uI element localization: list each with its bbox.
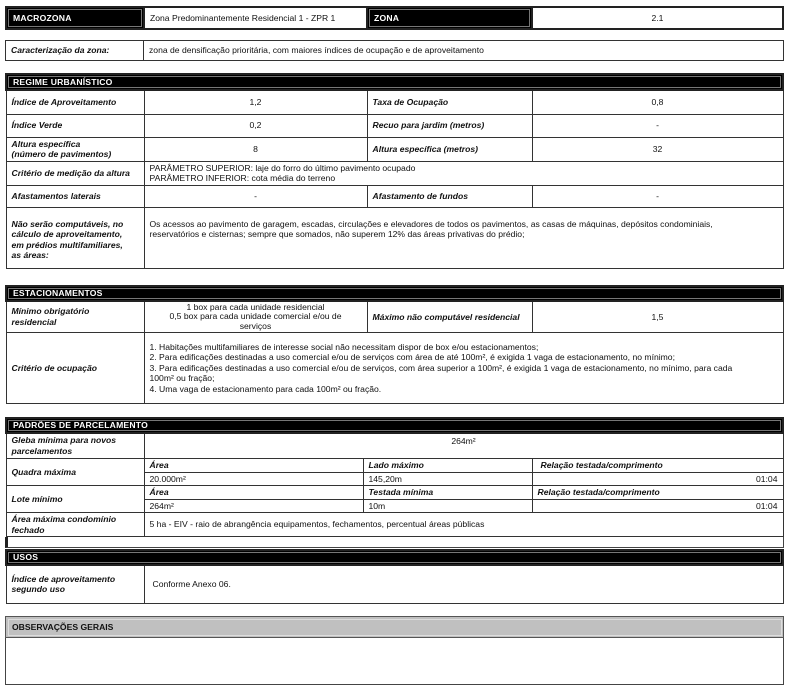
afastamento-fundos-label: Afastamento de fundos: [367, 185, 532, 207]
quadra-lado-label: Lado máximo: [363, 459, 532, 473]
indice-uso-label: [6, 565, 144, 603]
macrozona-label: MACROZONA: [6, 7, 144, 29]
quadra-area-label: Área: [144, 459, 363, 473]
criterio-ocupacao-item: 4. Uma vaga de estacionamento para cada 100m² ou fração.: [149, 383, 382, 394]
nao-computaveis-label-line3: em prédios multifamiliares,: [11, 239, 123, 250]
criterio-altura-label: Critério de medição da altura: [6, 161, 144, 185]
nao-computaveis-value: [144, 207, 783, 268]
nao-computaveis-label-line2: cálculo de aproveitamento,: [11, 229, 123, 239]
altura-pavimentos-label-line1: Altura específica: [11, 138, 81, 149]
nao-computaveis-line1: Os acessos ao pavimento de garagem, escadas, circulações e elevadores de todos os pavimentos, as casas de máquinas, depósitos condominiais,: [149, 218, 713, 229]
lote-area-label: Área: [144, 486, 363, 500]
condominio-fechado-label-line1: Área máxima condomínio: [11, 514, 117, 524]
altura-pavimentos-label-line2: (número de pavimentos): [11, 149, 112, 159]
quadra-relacao-value: 01:04: [532, 472, 783, 486]
quadra-lado-value: 145,20m: [363, 472, 532, 486]
minimo-obrigatorio-label: [6, 301, 144, 333]
recuo-jardim-label: Recuo para jardim (metros): [367, 114, 532, 137]
header-block: [5, 6, 784, 30]
maximo-nao-computavel-label: Máximo não computável residencial: [367, 301, 532, 333]
minimo-obrigatorio-label-line2: residencial: [11, 316, 57, 327]
usos-section: [5, 549, 784, 604]
indice-aproveitamento-value: 1,2: [144, 90, 367, 114]
usos-title: USOS: [6, 550, 783, 565]
criterio-ocupacao-item: 1. Habitações multifamiliares de interesse social não necessitam dispor de box e/ou estacionamentos;: [149, 341, 539, 352]
criterio-ocupacao-item: 3. Para edificações destinadas a uso comercial e/ou de serviços, com área superior a 100m², é exigida 1 vaga de estacionamento, no mínimo, para cada: [149, 362, 733, 373]
gleba-minima-value: 264m²: [144, 433, 783, 459]
nao-computaveis-label-line4: as áreas:: [11, 250, 49, 260]
lote-relacao-label: Relação testada/comprimento: [532, 486, 783, 500]
lote-relacao-value: 01:04: [532, 499, 783, 513]
lote-testada-value: 10m: [363, 499, 532, 513]
altura-pavimentos-label: [6, 137, 144, 161]
parcelamento-section: [5, 417, 784, 548]
quadra-area-value: 20.000m²: [144, 472, 363, 486]
recuo-jardim-value: -: [532, 114, 783, 137]
minimo-obrigatorio-value: [144, 301, 367, 333]
altura-pavimentos-value: 8: [144, 137, 367, 161]
indice-uso-label-line1: Índice de aproveitamento: [11, 573, 116, 584]
taxa-ocupacao-label: Taxa de Ocupação: [367, 90, 532, 114]
caracterizacao-value: zona de densificação prioritária, com maiores índices de ocupação e de aproveitamento: [144, 41, 784, 61]
caracterizacao-block: [5, 40, 784, 61]
lote-area-value: 264m²: [144, 499, 363, 513]
afastamentos-laterais-label: Afastamentos laterais: [6, 185, 144, 207]
altura-metros-value: 32: [532, 137, 783, 161]
estacionamentos-title: ESTACIONAMENTOS: [6, 286, 783, 301]
lote-minimo-label: Lote mínimo: [6, 486, 144, 513]
nao-computaveis-line2: reservatórios e cisternas; sempre que somados, não superem 12% das áreas privativas do prédio;: [149, 229, 525, 239]
nao-computaveis-label: [6, 207, 144, 268]
minimo-line1: 1 box para cada unidade residencial: [186, 301, 325, 312]
gleba-minima-label: [6, 433, 144, 459]
indice-verde-label: Índice Verde: [6, 114, 144, 137]
criterio-altura-line1: PARÂMETRO SUPERIOR: laje do forro do último pavimento ocupado: [149, 162, 416, 173]
estacionamentos-section: [5, 285, 784, 404]
criterio-ocupacao-item: 2. Para edificações destinadas a uso comercial e/ou de serviços com área de até 100m², é exigida 1 vaga de estacionamento, no mínimo;: [149, 352, 675, 363]
condominio-fechado-label: [6, 513, 144, 537]
regime-urbanistico-section: [5, 73, 784, 269]
afastamentos-laterais-value: -: [144, 185, 367, 207]
criterio-ocupacao-list: [144, 333, 783, 404]
observacoes-content: [6, 638, 784, 685]
criterio-altura-value: [144, 161, 783, 185]
criterio-ocupacao-item: 100m² ou fração;: [149, 373, 215, 384]
quadra-maxima-label: Quadra máxima: [6, 459, 144, 486]
criterio-altura-line2: PARÂMETRO INFERIOR: cota média do terreno: [149, 173, 336, 183]
gleba-minima-label-line1: Gleba mínima para novos: [11, 435, 117, 446]
taxa-ocupacao-value: 0,8: [532, 90, 783, 114]
gleba-minima-label-line2: parcelamentos: [11, 445, 73, 456]
caracterizacao-label: Caracterização da zona:: [6, 41, 144, 61]
parcelamento-spacer-row: [5, 537, 784, 548]
maximo-nao-computavel-value: 1,5: [532, 301, 783, 333]
lote-testada-label: Testada mínima: [363, 486, 532, 500]
parcelamento-title: PADRÕES DE PARCELAMENTO: [6, 418, 783, 433]
minimo-line2: 0,5 box para cada unidade comercial e/ou de: [169, 311, 342, 321]
regime-title: REGIME URBANÍSTICO: [6, 74, 783, 90]
minimo-obrigatorio-label-line1: Mínimo obrigatório: [11, 306, 90, 317]
criterio-ocupacao-label: Critério de ocupação: [6, 333, 144, 404]
observacoes-title: OBSERVAÇÕES GERAIS: [6, 617, 784, 638]
nao-computaveis-label-line1: Não serão computáveis, no: [11, 218, 124, 229]
minimo-line3: serviços: [239, 320, 272, 331]
indice-uso-value: Conforme Anexo 06.: [144, 565, 783, 603]
condominio-fechado-label-line2: fechado: [11, 524, 45, 535]
condominio-fechado-value: 5 ha - EIV - raio de abrangência equipamentos, fechamentos, percentual áreas públicas: [144, 513, 783, 537]
altura-metros-label: Altura específica (metros): [367, 137, 532, 161]
indice-verde-value: 0,2: [144, 114, 367, 137]
afastamento-fundos-value: -: [532, 185, 783, 207]
quadra-relacao-label: Relação testada/comprimento: [532, 459, 783, 473]
observacoes-section: [5, 616, 784, 685]
indice-uso-label-line2: segundo uso: [11, 584, 65, 595]
macrozona-value: Zona Predominantemente Residencial 1 - ZPR 1: [144, 7, 367, 29]
indice-aproveitamento-label: Índice de Aproveitamento: [6, 90, 144, 114]
zona-value: 2.1: [532, 7, 783, 29]
zona-label: ZONA: [367, 7, 532, 29]
